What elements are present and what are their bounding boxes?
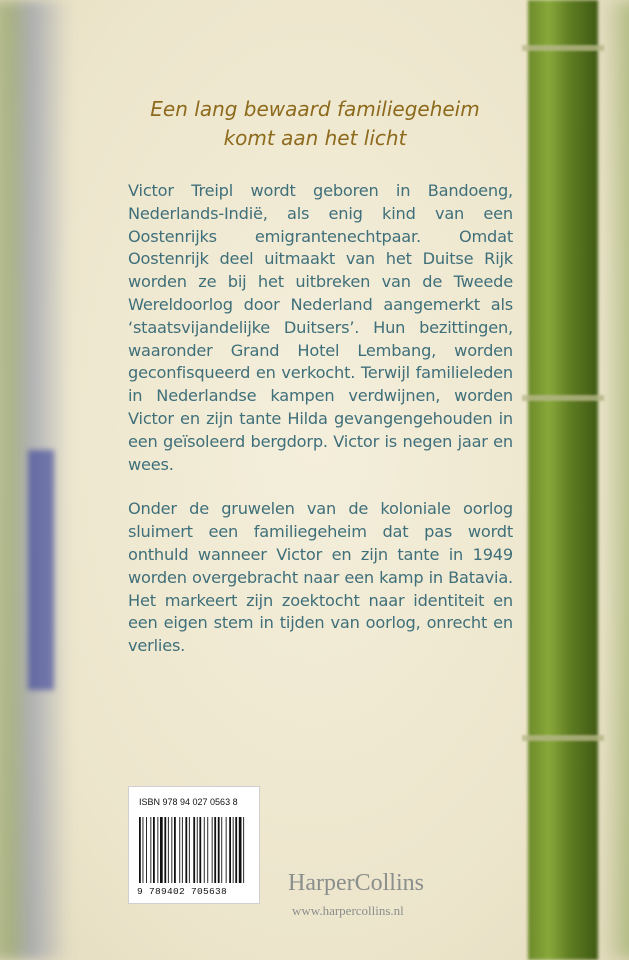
- bamboo-far-right-decoration: [600, 0, 629, 960]
- bamboo-left-blue-decoration: [28, 450, 54, 690]
- tagline-line-1: Een lang bewaard familiegeheim: [150, 97, 480, 121]
- blurb-paragraph-1: Victor Treipl wordt geboren in Bandoeng, Nederlands-Indië, als enig kind van een Oostenrijks emigrantenechtpaar. Omdat Oostenrijk deel uitmaakt van het Duitse Rijk worden ze bij het uitbreken van de Tweede Wereldoorlog door Nederland aangemerkt als ‘staatsvijandelijke Duitsers’. Hun bezittingen, waaronder Grand Hotel Lembang, worden geconfisqueerd en verkocht. Terwijl familieleden in Nederlandse kampen verdwijnen, worden Victor en zijn tante Hilda gevangengehouden in een geïsoleerd bergdorp. Victor is negen jaar en wees.: [128, 181, 513, 474]
- bamboo-node-decoration: [522, 395, 604, 401]
- barcode-icon: [137, 817, 251, 883]
- tagline: [100, 95, 530, 153]
- blurb-paragraph-2: Onder de gruwelen van de koloniale oorlog sluimert een familiegeheim dat pas wordt onthuld wanneer Victor en zijn tante in 1949 worden overgebracht naar een kamp in Batavia. Het markeert zijn zoektocht naar identiteit en een eigen stem in tijden van oorlog, onrecht en verlies.: [128, 499, 513, 656]
- barcode-digits: 9 789402 705638: [137, 886, 228, 897]
- bamboo-node-decoration: [522, 735, 604, 741]
- tagline-line-2: komt aan het licht: [223, 126, 407, 150]
- barcode-box: [128, 786, 260, 904]
- bamboo-right-decoration: [528, 0, 598, 960]
- isbn-label: ISBN 978 94 027 0563 8: [139, 797, 238, 807]
- publisher-url[interactable]: www.harpercollins.nl: [292, 903, 404, 918]
- bamboo-node-decoration: [522, 45, 604, 51]
- blurb: [128, 180, 513, 680]
- publisher-logo: HarperCollins: [288, 870, 424, 896]
